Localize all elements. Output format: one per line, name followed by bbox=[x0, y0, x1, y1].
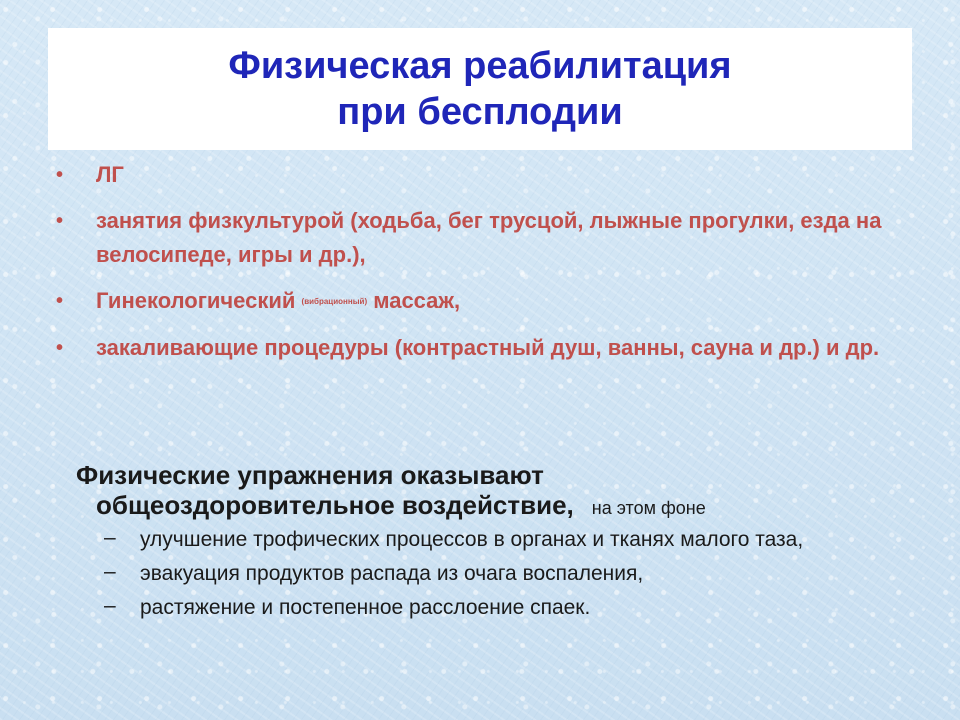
list-item bbox=[56, 204, 916, 272]
list-item bbox=[56, 158, 916, 192]
list-item bbox=[104, 562, 864, 586]
list-item-text: занятия физкультурой (ходьба, бег трусцой, лыжные прогулки, езда на велосипеде, игры и др.), bbox=[96, 208, 882, 267]
methods-list bbox=[56, 158, 916, 377]
dash-icon: – bbox=[104, 594, 116, 617]
summary-suffix: на этом фоне bbox=[591, 498, 706, 518]
bullet-icon: • bbox=[56, 210, 64, 232]
list-item-text: закаливающие процедуры (контрастный душ, ванны, сауна и др.) и др. bbox=[96, 335, 880, 361]
bullet-icon: • bbox=[56, 164, 64, 186]
summary-line-2: общеоздоровительное воздействие, bbox=[96, 490, 574, 520]
effects-list bbox=[104, 528, 864, 630]
title-box bbox=[48, 28, 912, 150]
list-item-note: (вибрационный) bbox=[301, 297, 368, 307]
list-item bbox=[104, 528, 864, 552]
effect-text: эвакуация продуктов распада из очага воспаления, bbox=[140, 562, 644, 585]
slide-title-line-2: при бесплодии bbox=[337, 91, 623, 133]
effect-text: улучшение трофических процессов в органах и тканях малого таза, bbox=[140, 528, 804, 551]
list-item bbox=[56, 331, 916, 365]
list-item bbox=[104, 596, 864, 620]
list-item-text-end: массаж, bbox=[367, 288, 461, 313]
slide-title-line-1: Физическая реабилитация bbox=[228, 45, 732, 87]
summary-statement bbox=[76, 460, 876, 523]
list-item-text: ЛГ bbox=[96, 162, 124, 187]
summary-line-2-wrap bbox=[76, 490, 876, 523]
bullet-icon: • bbox=[56, 290, 64, 312]
list-item-text: Гинекологический bbox=[96, 288, 302, 313]
bullet-icon: • bbox=[56, 337, 64, 360]
summary-line-1: Физические упражнения оказывают bbox=[76, 460, 544, 490]
list-item bbox=[56, 284, 916, 319]
dash-icon: – bbox=[104, 560, 116, 583]
effect-text: растяжение и постепенное расслоение спаек. bbox=[140, 596, 591, 619]
dash-icon: – bbox=[104, 526, 116, 549]
